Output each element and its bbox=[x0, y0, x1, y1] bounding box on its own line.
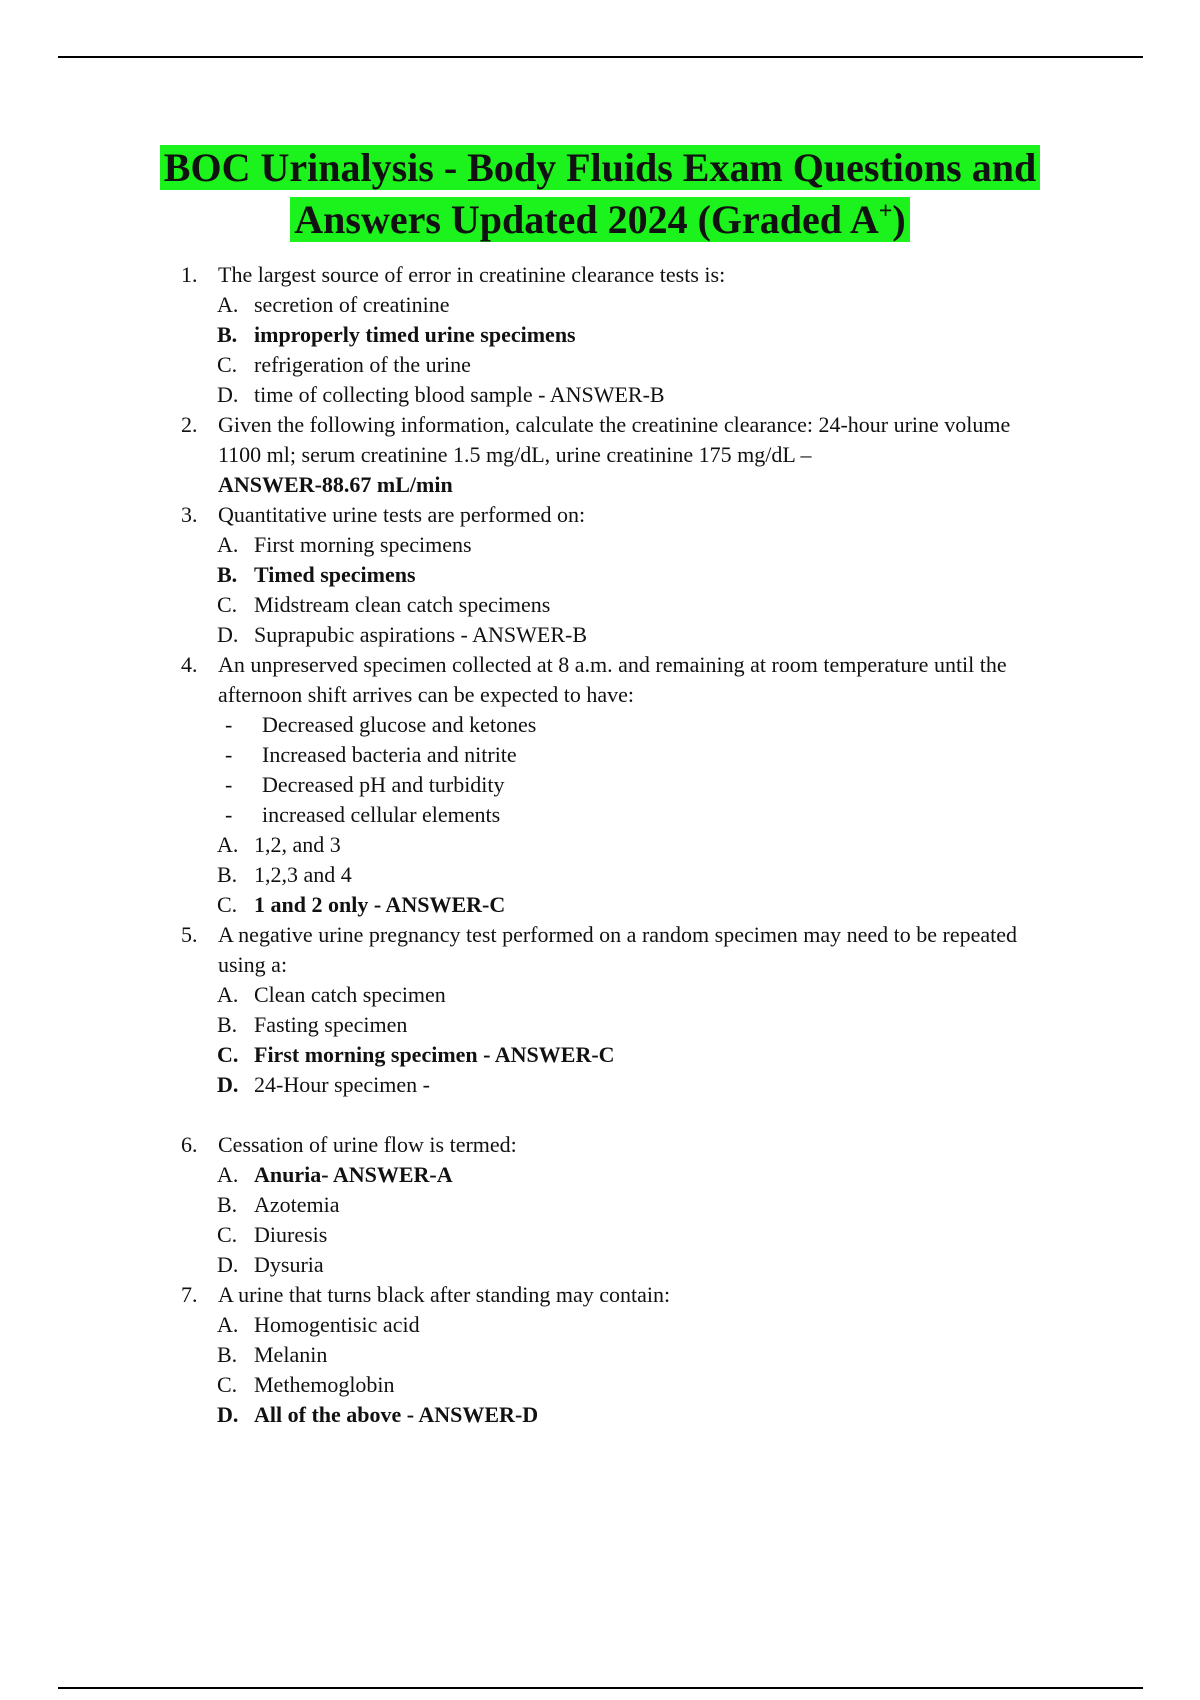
question-text: Cessation of urine flow is termed: bbox=[218, 1132, 517, 1157]
question-text-line-1: An unpreserved specimen collected at 8 a.m. and remaining at room temperature until the bbox=[218, 652, 1007, 677]
question-1-options bbox=[217, 290, 1091, 410]
option-a: A. Homogentisic acid bbox=[217, 1312, 420, 1337]
option-d: D. time of collecting blood sample - ANSWER-B bbox=[217, 382, 665, 407]
document-title bbox=[0, 142, 1200, 246]
question-number: 6. bbox=[181, 1132, 198, 1157]
option-c-correct: C. 1 and 2 only - ANSWER-C bbox=[217, 892, 506, 917]
question-text-line-1: Given the following information, calculate the creatinine clearance: 24-hour urine volume bbox=[218, 412, 1011, 437]
option-b-correct: B. improperly timed urine specimens bbox=[217, 322, 576, 347]
option-d: D. Suprapubic aspirations - ANSWER-B bbox=[217, 622, 588, 647]
statement-item: - Increased bacteria and nitrite bbox=[225, 742, 517, 767]
statement-item: - Decreased glucose and ketones bbox=[225, 712, 537, 737]
option-d: D. 24-Hour specimen - bbox=[217, 1072, 430, 1097]
question-1 bbox=[181, 260, 1091, 290]
option-a: A. secretion of creatinine bbox=[217, 292, 450, 317]
question-4-options bbox=[217, 830, 1091, 920]
question-6-options bbox=[217, 1160, 1091, 1280]
question-text-line-2: 1100 ml; serum creatinine 1.5 mg/dL, urine creatinine 175 mg/dL – bbox=[218, 442, 812, 467]
title-line-2: Answers Updated 2024 (Graded A+) bbox=[290, 197, 910, 242]
question-2 bbox=[181, 410, 1091, 500]
question-list bbox=[181, 260, 1091, 1430]
option-c-correct: C. First morning specimen - ANSWER-C bbox=[217, 1042, 615, 1067]
question-text-line-2: using a: bbox=[218, 952, 288, 977]
blank-line bbox=[181, 1100, 1091, 1130]
question-text: Quantitative urine tests are performed on: bbox=[218, 502, 586, 527]
option-b: B. 1,2,3 and 4 bbox=[217, 862, 352, 887]
statement-item: - increased cellular elements bbox=[225, 802, 501, 827]
question-number: 7. bbox=[181, 1282, 198, 1307]
question-3-options bbox=[217, 530, 1091, 650]
question-text-line-2: afternoon shift arrives can be expected to have: bbox=[218, 682, 634, 707]
option-a-correct: A. Anuria- ANSWER-A bbox=[217, 1162, 453, 1187]
option-b: B. Melanin bbox=[217, 1342, 328, 1367]
option-c: C. refrigeration of the urine bbox=[217, 352, 471, 377]
option-b: B. Fasting specimen bbox=[217, 1012, 408, 1037]
question-number: 4. bbox=[181, 652, 198, 677]
option-c: C. Diuresis bbox=[217, 1222, 328, 1247]
question-4-statements bbox=[217, 710, 1091, 830]
option-a: A. Clean catch specimen bbox=[217, 982, 446, 1007]
answer-text: ANSWER-88.67 mL/min bbox=[218, 472, 453, 497]
question-6 bbox=[181, 1130, 1091, 1160]
question-3 bbox=[181, 500, 1091, 530]
question-7-options bbox=[217, 1310, 1091, 1430]
question-number: 2. bbox=[181, 412, 198, 437]
title-line-1: BOC Urinalysis - Body Fluids Exam Questions and bbox=[160, 145, 1040, 190]
header-rule bbox=[58, 56, 1143, 58]
question-text: The largest source of error in creatinine clearance tests is: bbox=[218, 262, 726, 287]
option-b-correct: B. Timed specimens bbox=[217, 562, 416, 587]
option-b: B. Azotemia bbox=[217, 1192, 340, 1217]
option-a: A. 1,2, and 3 bbox=[217, 832, 341, 857]
question-5-options bbox=[217, 980, 1091, 1100]
question-text-line-1: A negative urine pregnancy test performed on a random specimen may need to be repeated bbox=[218, 922, 1018, 947]
question-number: 3. bbox=[181, 502, 198, 527]
option-c: C. Methemoglobin bbox=[217, 1372, 395, 1397]
question-number: 1. bbox=[181, 262, 198, 287]
footer-rule bbox=[58, 1687, 1143, 1689]
option-a: A. First morning specimens bbox=[217, 532, 472, 557]
option-d: D. Dysuria bbox=[217, 1252, 324, 1277]
question-7 bbox=[181, 1280, 1091, 1310]
question-text: A urine that turns black after standing may contain: bbox=[218, 1282, 671, 1307]
question-4 bbox=[181, 650, 1091, 710]
question-number: 5. bbox=[181, 922, 198, 947]
question-5 bbox=[181, 920, 1091, 980]
option-d-correct: D. All of the above - ANSWER-D bbox=[217, 1402, 539, 1427]
option-c: C. Midstream clean catch specimens bbox=[217, 592, 551, 617]
statement-item: - Decreased pH and turbidity bbox=[225, 772, 505, 797]
